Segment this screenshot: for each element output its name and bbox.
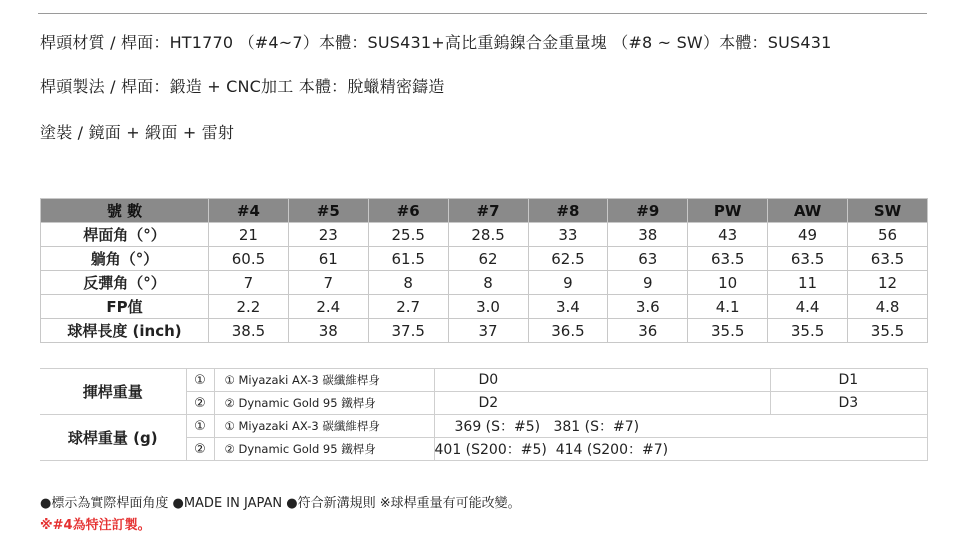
table-cell: 3.6 xyxy=(608,295,688,319)
table-cell: 10 xyxy=(688,271,768,295)
swing-weight-value: D0 xyxy=(434,369,770,392)
table-cell: 9 xyxy=(608,271,688,295)
table-cell: 49 xyxy=(768,223,848,247)
table-cell: 2.2 xyxy=(209,295,289,319)
club-weight-value: 401 (S200：#5) 414 (S200：#7) xyxy=(434,438,928,461)
col-header: #9 xyxy=(608,199,688,223)
table-row xyxy=(41,223,928,247)
col-header: #4 xyxy=(209,199,289,223)
table-cell: 37.5 xyxy=(368,319,448,343)
club-weight-label: 球桿重量 (g) xyxy=(40,415,186,461)
table-cell: 63.5 xyxy=(768,247,848,271)
table-cell: 36.5 xyxy=(528,319,608,343)
swing-weight-value: D3 xyxy=(770,392,928,415)
col-header: PW xyxy=(688,199,768,223)
table-cell: 4.1 xyxy=(688,295,768,319)
table-cell: 60.5 xyxy=(209,247,289,271)
table-cell: 3.4 xyxy=(528,295,608,319)
shaft-name: ② Dynamic Gold 95 鐵桿身 xyxy=(214,392,434,415)
col-header: #7 xyxy=(448,199,528,223)
table-cell: 35.5 xyxy=(688,319,768,343)
row-label: 躺角（°） xyxy=(41,247,209,271)
table-cell: 8 xyxy=(448,271,528,295)
table-cell: 35.5 xyxy=(848,319,928,343)
spec-manufacturing: 桿頭製法 / 桿面：鍛造 + CNC加工 本體：脫蠟精密鑄造 xyxy=(40,77,445,96)
table-cell: 63.5 xyxy=(688,247,768,271)
swing-row xyxy=(40,369,928,392)
shaft-name: ① Miyazaki AX-3 碳纖維桿身 xyxy=(214,369,434,392)
shaft-name: ① Miyazaki AX-3 碳纖維桿身 xyxy=(214,415,434,438)
top-divider xyxy=(38,13,927,14)
table-cell: 38 xyxy=(608,223,688,247)
table-row xyxy=(41,271,928,295)
col-header: #6 xyxy=(368,199,448,223)
club-weight-value: 369 (S：#5) 381 (S：#7) xyxy=(434,415,928,438)
swing-weight-label: 揮桿重量 xyxy=(40,369,186,415)
col-header: AW xyxy=(768,199,848,223)
table-cell: 56 xyxy=(848,223,928,247)
col-header: #8 xyxy=(528,199,608,223)
table-cell: 62 xyxy=(448,247,528,271)
shaft-name: ② Dynamic Gold 95 鐵桿身 xyxy=(214,438,434,461)
table-cell: 37 xyxy=(448,319,528,343)
footnote-special-order: ※#4為特注訂製。 xyxy=(40,518,151,533)
club-weight-row xyxy=(40,415,928,438)
shaft-number: ② xyxy=(186,392,214,415)
spec-table-header xyxy=(41,199,928,223)
footnote-line: ●標示為實際桿面角度 ●MADE IN JAPAN ●符合新溝規則 ※球桿重量有可能改變。 xyxy=(40,496,521,511)
row-label: 球桿長度 (inch) xyxy=(41,319,209,343)
table-cell: 36 xyxy=(608,319,688,343)
table-cell: 11 xyxy=(768,271,848,295)
table-cell: 61.5 xyxy=(368,247,448,271)
table-cell: 61 xyxy=(288,247,368,271)
table-cell: 2.4 xyxy=(288,295,368,319)
table-cell: 25.5 xyxy=(368,223,448,247)
col-header: SW xyxy=(848,199,928,223)
table-cell: 38.5 xyxy=(209,319,289,343)
table-cell: 43 xyxy=(688,223,768,247)
weight-table xyxy=(40,368,928,461)
header-label: 號 數 xyxy=(41,199,209,223)
table-cell: 9 xyxy=(528,271,608,295)
table-row xyxy=(41,295,928,319)
table-cell: 62.5 xyxy=(528,247,608,271)
table-cell: 35.5 xyxy=(768,319,848,343)
table-cell: 2.7 xyxy=(368,295,448,319)
table-cell: 7 xyxy=(288,271,368,295)
swing-weight-value: D1 xyxy=(770,369,928,392)
shaft-number: ① xyxy=(186,369,214,392)
table-row xyxy=(41,247,928,271)
table-cell: 4.4 xyxy=(768,295,848,319)
table-cell: 3.0 xyxy=(448,295,528,319)
table-cell: 4.8 xyxy=(848,295,928,319)
row-label: FP值 xyxy=(41,295,209,319)
spec-material: 桿頭材質 / 桿面：HT1770 （#4~7）本體：SUS431+高比重鎢鎳合金重量塊 （#8 ~ SW）本體：SUS431 xyxy=(40,33,832,52)
table-cell: 38 xyxy=(288,319,368,343)
row-label: 桿面角（°） xyxy=(41,223,209,247)
table-cell: 28.5 xyxy=(448,223,528,247)
row-label: 反彈角（°） xyxy=(41,271,209,295)
table-cell: 21 xyxy=(209,223,289,247)
spec-table xyxy=(40,198,928,343)
table-cell: 23 xyxy=(288,223,368,247)
table-cell: 8 xyxy=(368,271,448,295)
col-header: #5 xyxy=(288,199,368,223)
table-cell: 12 xyxy=(848,271,928,295)
table-row xyxy=(41,319,928,343)
shaft-number: ② xyxy=(186,438,214,461)
spec-finish: 塗裝 / 鏡面 + 緞面 + 雷射 xyxy=(40,123,235,142)
table-cell: 63 xyxy=(608,247,688,271)
table-cell: 33 xyxy=(528,223,608,247)
shaft-number: ① xyxy=(186,415,214,438)
table-cell: 63.5 xyxy=(848,247,928,271)
swing-weight-value: D2 xyxy=(434,392,770,415)
table-cell: 7 xyxy=(209,271,289,295)
